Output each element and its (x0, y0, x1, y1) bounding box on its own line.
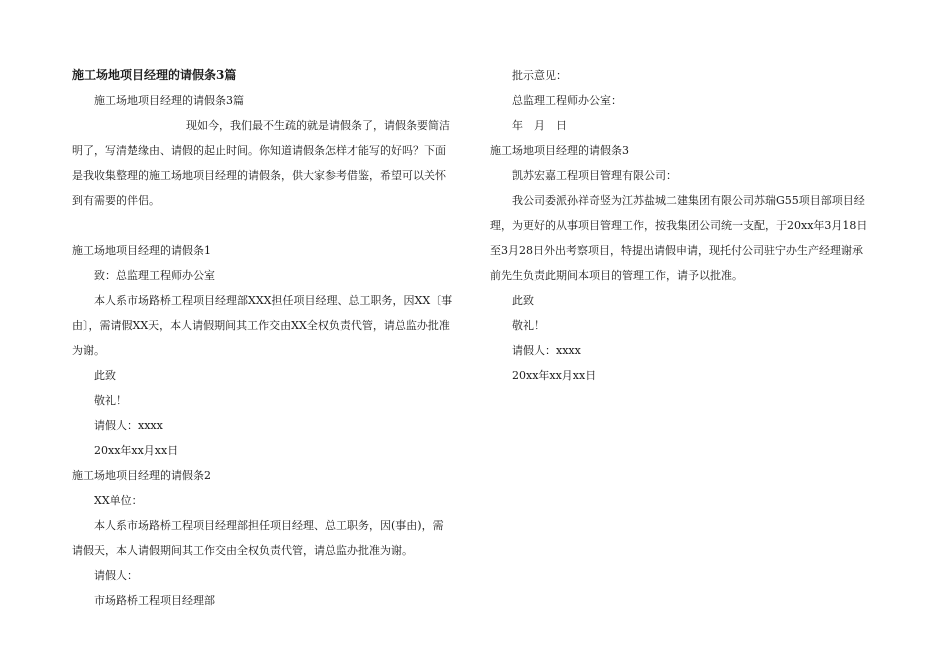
section-2-department: 市场路桥工程项目经理部 (94, 594, 215, 607)
section-1-signature: 请假人：xxxx (94, 419, 163, 432)
section-1-recipient: 致：总监理工程师办公室 (94, 269, 215, 282)
section-2-heading: 施工场地项目经理的请假条2 (72, 469, 211, 482)
document-title: 施工场地项目经理的请假条3篇 (72, 68, 237, 82)
section-2-recipient: XX单位： (94, 494, 143, 507)
section-1-body-2: 由〕，需请假XX天，本人请假期间其工作交由XX全权负责代管，请总监办批准 (72, 319, 450, 332)
section-3-date: 20xx年xx月xx日 (512, 369, 597, 382)
section-2-body-1: 本人系市场路桥工程项目经理部担任项目经理、总工职务，因(事由)，需 (94, 519, 444, 532)
section-1-body-3: 为谢。 (72, 344, 105, 357)
intro-line-3: 是我收集整理的施工场地项目经理的请假条，供大家参考借鉴，希望可以关怀 (72, 169, 446, 182)
section-3-closing-1: 此致 (512, 294, 534, 307)
section-3-recipient: 凯苏宏嘉工程项目管理有限公司： (512, 169, 677, 182)
section-3-body-1: 我公司委派孙祥奇竖为江苏盐城二建集团有限公司苏瑞G55项目部项目经 (512, 194, 865, 207)
intro-line-1: 现如今，我们最不生疏的就是请假条了，请假条要简洁 (186, 119, 450, 132)
approval-date: 年 月 日 (512, 119, 567, 132)
section-3-body-4: 前先生负责此期间本项目的管理工作，请予以批准。 (490, 269, 743, 282)
section-1-date: 20xx年xx月xx日 (94, 444, 179, 457)
section-1-closing-1: 此致 (94, 369, 116, 382)
section-3-body-3: 至3月28日外出考察项目，特提出请假申请，现托付公司驻宁办生产经理谢承 (490, 244, 863, 257)
section-3-closing-2: 敬礼！ (512, 319, 545, 332)
section-2-signature: 请假人： (94, 569, 138, 582)
document-subtitle: 施工场地项目经理的请假条3篇 (94, 94, 244, 107)
section-3-signature: 请假人：xxxx (512, 344, 581, 357)
section-1-heading: 施工场地项目经理的请假条1 (72, 244, 211, 257)
section-1-body-1: 本人系市场路桥工程项目经理部XXX担任项目经理、总工职务，因XX〔事 (94, 294, 453, 307)
intro-line-4: 到有需要的伴侣。 (72, 194, 160, 207)
approval-office: 总监理工程师办公室： (512, 94, 622, 107)
intro-line-2: 明了，写清楚缘由、请假的起止时间。你知道请假条怎样才能写的好吗？下面 (72, 144, 446, 157)
approval-opinion: 批示意见： (512, 69, 567, 82)
section-3-body-2: 理，为更好的从事项目管理工作，按我集团公司统一支配，于20xx年3月18日 (490, 219, 868, 232)
section-2-body-2: 请假天，本人请假期间其工作交由全权负责代管，请总监办批准为谢。 (72, 544, 413, 557)
section-3-heading: 施工场地项目经理的请假条3 (490, 144, 629, 157)
section-1-closing-2: 敬礼！ (94, 394, 127, 407)
